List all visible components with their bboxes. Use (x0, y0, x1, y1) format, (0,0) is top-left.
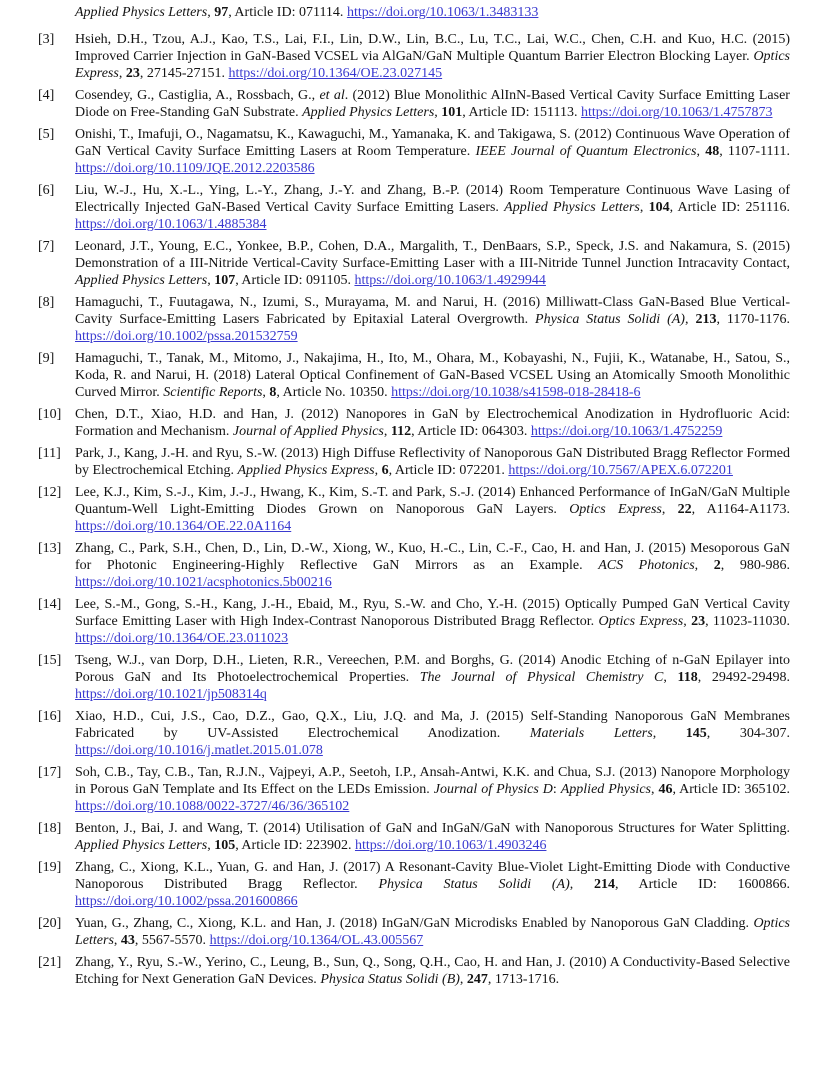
journal-or-emphasis-text: The Journal of Physical Chemistry C (419, 670, 664, 685)
reference-text (75, 238, 790, 289)
reference-text-run: Leonard, J.T., Young, E.C., Yonkee, B.P., Cohen, D.A., Margalith, T., DenBaars, S.P., Speck, J.S. and Nakamura, S. (2015) Demonstration of a III-Nitride Vertical-Cavity Surface-Emitting Laser with a III-Nitride Tunnel Junction Intracavity Contact, (75, 239, 790, 271)
volume-number: 48 (705, 144, 720, 159)
reference-text-run: Zhang, C., Xiong, K.L., Yuan, G. and Han, J. (2017) A Resonant-Cavity Blue-Violet Light-Emitting Diode with Conductive Nanoporous Distributed Bragg Reflector. (75, 860, 790, 892)
reference-text-run: , (569, 877, 595, 892)
reference-item (38, 294, 790, 345)
reference-text (75, 294, 790, 345)
reference-text-run: , Article ID: 064303. (411, 424, 531, 439)
reference-text-run: , (207, 5, 215, 20)
reference-text-run: , (383, 424, 391, 439)
reference-text-run: , 1107-1111. (719, 144, 791, 159)
volume-number: 107 (214, 273, 236, 288)
journal-or-emphasis-text: Physica Status Solidi (B) (320, 972, 460, 987)
journal-or-emphasis-text: Optics Express (75, 49, 790, 81)
reference-text-run: , (663, 670, 678, 685)
volume-number: 214 (594, 877, 616, 892)
journal-or-emphasis-text: Applied Physics Letters (504, 200, 640, 215)
journal-or-emphasis-text: Scientific Reports (163, 385, 263, 400)
reference-text (75, 915, 790, 949)
volume-number: 112 (390, 424, 412, 439)
doi-link[interactable]: https://doi.org/10.1002/pssa.201532759 (75, 329, 298, 344)
reference-text-run: Hsieh, D.H., Tzou, A.J., Kao, T.S., Lai, F.I., Lin, D.W., Lin, B.C., Lu, T.C., Lai, W.C., Chen, C.H. and Kuo, H.C. (2015) Improved Carrier Injection in GaN-Based VCSEL via AlGaN/GaN Multiple Quantum Barrier Electron Blocking Layer. (75, 32, 790, 64)
journal-or-emphasis-text: Applied Physics Letters (75, 838, 208, 853)
volume-number: 213 (695, 312, 717, 327)
reference-item (38, 238, 790, 289)
journal-or-emphasis-text: Optics Letters (75, 916, 790, 948)
reference-item (38, 87, 790, 121)
reference-text-run: Lee, S.-M., Gong, S.-H., Kang, J.-H., Ebaid, M., Ryu, S.-W. and Cho, Y.-H. (2015) Optically Pumped GaN Vertical Cavity Surface Emitting Laser with High Index-Contrast Nanoporous Distributed Bragg Reflector. (75, 597, 790, 629)
reference-text-run: , Article ID: 365102. (672, 782, 791, 797)
doi-link[interactable]: https://doi.org/10.1364/OE.23.011023 (75, 631, 289, 646)
reference-text (75, 87, 790, 121)
reference-item (38, 182, 790, 233)
reference-text-run: , (118, 66, 126, 81)
reference-number: [10] (38, 407, 62, 422)
volume-number: 23 (691, 614, 706, 629)
doi-link[interactable]: https://doi.org/10.1016/j.matlet.2015.01.078 (75, 743, 323, 758)
reference-number: [15] (38, 653, 62, 668)
reference-number: [3] (38, 32, 55, 47)
doi-link[interactable]: https://doi.org/10.1063/1.4885384 (75, 217, 267, 232)
reference-text-run: Xiao, H.D., Cui, J.S., Cao, D.Z., Gao, Q.X., Liu, J.Q. and Ma, J. (2015) Self-Standing Nanoporous GaN Membranes Fabricated by UV-Assisted Electrochemical Anodization. (75, 709, 790, 741)
reference-text-run: , (652, 726, 686, 741)
reference-number: [19] (38, 860, 62, 875)
reference-text-run: Benton, J., Bai, J. and Wang, T. (2014) Utilisation of GaN and InGaN/GaN with Nanoporous Structures for Water Splitting. (75, 821, 790, 836)
volume-number: 6 (381, 463, 389, 478)
reference-text-run: Chen, D.T., Xiao, H.D. and Han, J. (2012) Nanopores in GaN by Electrochemical Anodization in Hydrofluoric Acid: Formation and Mechanism. (75, 407, 790, 439)
reference-text (75, 820, 790, 854)
doi-link[interactable]: https://doi.org/10.1021/acsphotonics.5b00216 (75, 575, 332, 590)
doi-link[interactable]: https://doi.org/10.1063/1.4752259 (530, 424, 723, 439)
reference-text (75, 954, 790, 988)
reference-text-run: , Article ID: 1600866. (615, 877, 791, 892)
reference-number: [20] (38, 916, 62, 931)
journal-or-emphasis-text: Optics Express (569, 502, 662, 517)
reference-text (75, 596, 790, 647)
reference-text (75, 31, 790, 82)
reference-text-run: , (651, 782, 659, 797)
reference-text-run: , (262, 385, 270, 400)
reference-text (75, 652, 790, 703)
reference-text-run: Onishi, T., Imafuji, O., Nagamatsu, K., Kawaguchi, M., Yamanaka, K. and Takigawa, S. (2012) Continuous Wave Operation of GaN Vertical Cavity Surface Emitting Lasers at Room Temperature. (75, 127, 790, 159)
volume-number: 22 (677, 502, 692, 517)
reference-text-run: , 27145-27151. (139, 66, 229, 81)
volume-number: 101 (441, 105, 463, 120)
journal-or-emphasis-text: IEEE Journal of Quantum Electronics (475, 144, 697, 159)
reference-number: [9] (38, 351, 55, 366)
reference-text-run: , (694, 558, 714, 573)
journal-or-emphasis-text: Physica Status Solidi (A) (378, 877, 570, 892)
reference-text (75, 406, 790, 440)
reference-text-run: , (434, 105, 442, 120)
reference-text-run: , Article No. 10350. (276, 385, 392, 400)
reference-number: [6] (38, 183, 55, 198)
reference-text-run: Tseng, W.J., van Dorp, D.H., Lieten, R.R., Vereechen, P.M. and Borghs, G. (2014) Anodic Etching of n-GaN Epilayer into Porous GaN and Its Photoelectrochemical Properties. (75, 653, 790, 685)
reference-text-run: , 980-986. (720, 558, 790, 573)
reference-text-run: , A1164-A1173. (691, 502, 791, 517)
doi-link[interactable]: https://doi.org/10.1109/JQE.2012.2203586 (75, 161, 315, 176)
reference-text-run: , Article ID: 072201. (388, 463, 509, 478)
reference-number: [8] (38, 295, 55, 310)
reference-text-run: , Article ID: 251116. (669, 200, 790, 215)
reference-text (75, 350, 790, 401)
reference-text-run: , 1170-1176. (716, 312, 791, 327)
journal-or-emphasis-text: Applied Physics Letters (75, 273, 208, 288)
reference-text-run: , (684, 312, 696, 327)
reference-continuation (75, 4, 790, 21)
reference-number: [12] (38, 485, 62, 500)
reference-number: [14] (38, 597, 62, 612)
reference-item (38, 820, 790, 854)
reference-text (75, 484, 790, 535)
reference-item (38, 915, 790, 949)
journal-or-emphasis-text: ACS Photonics (598, 558, 695, 573)
reference-text-run: , 11023-11030. (705, 614, 791, 629)
reference-item (38, 445, 790, 479)
reference-text (75, 708, 790, 759)
reference-text-run: . (2012) Blue Monolithic AlInN-Based Vertical Cavity Surface Emitting Laser Diode on Free-Standing GaN Substrate. (75, 88, 790, 120)
reference-text (75, 540, 790, 591)
journal-or-emphasis-text: Journal of Applied Physics (232, 424, 384, 439)
journal-or-emphasis-text: Optics Express (598, 614, 684, 629)
reference-text-run: , 29492-29498. (697, 670, 791, 685)
doi-link[interactable]: https://doi.org/10.1038/s41598-018-28418-6 (391, 385, 641, 400)
journal-or-emphasis-text: Applied Physics Express (237, 463, 375, 478)
volume-number: 46 (658, 782, 673, 797)
reference-item (38, 350, 790, 401)
reference-text (75, 126, 790, 177)
reference-text-run: Hamaguchi, T., Tanak, M., Mitomo, J., Nakajima, H., Ito, M., Ohara, M., Kobayashi, N., Fujii, K., Watanabe, H., Satou, S., Koda, R. and Narui, H. (2018) Lateral Optical Confinement of GaN-Based VCSEL Using an Atomically Smooth Monolithic Curved Mirror. (75, 351, 790, 400)
reference-text-run: Yuan, G., Zhang, C., Xiong, K.L. and Han, J. (2018) InGaN/GaN Microdisks Enabled by Nanoporous GaN Cladding. (75, 916, 754, 931)
reference-text-run: , Article ID: 071114. (228, 5, 347, 20)
reference-item (38, 484, 790, 535)
reference-item (38, 708, 790, 759)
volume-number: 105 (214, 838, 236, 853)
journal-or-emphasis-text: Materials Letters (529, 726, 653, 741)
reference-text-run: Zhang, Y., Ryu, S.-W., Yerino, C., Leung, B., Sun, Q., Song, Q.H., Cao, H. and Han, J. (2010) A Conductivity-Based Selective Etching for Next Generation GaN Devices. (75, 955, 790, 987)
reference-text-run: Soh, C.B., Tay, C.B., Tan, R.J.N., Vajpeyi, A.P., Seetoh, I.P., Ansah-Antwi, K.K. and Chua, S.J. (2013) Nanopore Morphology in Porous GaN Template and Its Effect on the LEDs Emission. (75, 765, 790, 797)
doi-link[interactable]: https://doi.org/10.1063/1.3483133 (346, 5, 539, 20)
reference-text-run: Lee, K.J., Kim, S.-J., Kim, J.-J., Hwang, K., Kim, S.-T. and Park, S.-J. (2014) Enhanced Performance of InGaN/GaN Multiple Quantum-Well Light-Emitting Diodes Grown on Nanoporous GaN Layers. (75, 485, 790, 517)
reference-number: [18] (38, 821, 62, 836)
journal-or-emphasis-text: Journal of Physics D (433, 782, 553, 797)
reference-item (38, 31, 790, 82)
reference-text-run: , 304-307. (706, 726, 790, 741)
journal-or-emphasis-text: et al (319, 88, 345, 103)
doi-link[interactable]: https://doi.org/10.1063/1.4929944 (354, 273, 546, 288)
volume-number: 145 (685, 726, 707, 741)
reference-text-run: Zhang, C., Park, S.H., Chen, D., Lin, D.-W., Xiong, W., Kuo, H.-C., Lin, C.-F., Cao, H. and Han, J. (2015) Mesoporous GaN for Photonic Engineering-Highly Reflective GaN Mirrors as an Example. (75, 541, 790, 573)
reference-text-run: , (207, 838, 215, 853)
reference-text-run: , (683, 614, 692, 629)
reference-text-run: Cosendey, G., Castiglia, A., Rossbach, G., (75, 88, 320, 103)
reference-text-run: Park, J., Kang, J.-H. and Ryu, S.-W. (2013) High Diffuse Reflectivity of Nanoporous GaN Distributed Bragg Reflector Formed by Electrochemical Etching. (75, 446, 790, 478)
journal-or-emphasis-text: Physica Status Solidi (A) (535, 312, 685, 327)
reference-number: [17] (38, 765, 62, 780)
reference-text (75, 445, 790, 479)
doi-link[interactable]: https://doi.org/10.7567/APEX.6.072201 (508, 463, 733, 478)
reference-number: [21] (38, 955, 62, 970)
volume-number: 118 (677, 670, 698, 685)
reference-text-run: Liu, W.-J., Hu, X.-L., Ying, L.-Y., Zhang, J.-Y. and Zhang, B.-P. (2014) Room Temperature Continuous Wave Lasing of Electrically Injected GaN-Based Vertical Cavity Surface Emitting Lasers. (75, 183, 790, 215)
reference-item (38, 859, 790, 910)
reference-item (38, 954, 790, 988)
reference-text-run: , Article ID: 091105. (235, 273, 355, 288)
reference-text-run: , (113, 933, 121, 948)
reference-text-run: , 5567-5570. (134, 933, 210, 948)
reference-text (75, 182, 790, 233)
doi-link[interactable]: https://doi.org/10.1364/OE.22.0A1164 (75, 519, 292, 534)
volume-number: 2 (713, 558, 721, 573)
journal-or-emphasis-text: Applied Physics Letters (75, 5, 208, 20)
doi-link[interactable]: https://doi.org/10.1364/OE.23.027145 (228, 66, 443, 81)
doi-link[interactable]: https://doi.org/10.1364/OL.43.005567 (209, 933, 424, 948)
reference-item (38, 126, 790, 177)
reference-text-run: , (639, 200, 649, 215)
doi-link[interactable]: https://doi.org/10.1063/1.4903246 (354, 838, 547, 853)
volume-number: 104 (648, 200, 670, 215)
reference-number: [11] (38, 446, 61, 461)
journal-or-emphasis-text: Applied Physics Letters (302, 105, 435, 120)
reference-item (38, 540, 790, 591)
reference-text-run: , Article ID: 151113. (462, 105, 582, 120)
reference-text-run: , (661, 502, 678, 517)
reference-text-run: , 1713-1716. (487, 972, 560, 987)
reference-item (38, 764, 790, 815)
reference-number: [16] (38, 709, 62, 724)
reference-number: [4] (38, 88, 55, 103)
reference-item (38, 652, 790, 703)
volume-number: 247 (466, 972, 488, 987)
journal-or-emphasis-text: Applied Physics (560, 782, 651, 797)
references-list (38, 31, 790, 988)
volume-number: 23 (125, 66, 140, 81)
reference-text-run: , (459, 972, 467, 987)
reference-number: [7] (38, 239, 55, 254)
doi-link[interactable]: https://doi.org/10.1002/pssa.201600866 (75, 894, 298, 909)
reference-text-run: , (374, 463, 382, 478)
reference-number: [5] (38, 127, 55, 142)
reference-number: [13] (38, 541, 62, 556)
reference-text (75, 764, 790, 815)
reference-item (38, 406, 790, 440)
doi-link[interactable]: https://doi.org/10.1021/jp508314q (75, 687, 267, 702)
reference-text-run: , (696, 144, 706, 159)
volume-number: 8 (269, 385, 277, 400)
doi-link[interactable]: https://doi.org/10.1063/1.4757873 (581, 105, 773, 120)
doi-link[interactable]: https://doi.org/10.1088/0022-3727/46/36/365102 (75, 799, 350, 814)
volume-number: 97 (214, 5, 229, 20)
reference-text-run: , Article ID: 223902. (235, 838, 355, 853)
reference-item (38, 596, 790, 647)
reference-text-run: : (552, 782, 561, 797)
reference-text (75, 859, 790, 910)
reference-text-run: , (207, 273, 215, 288)
volume-number: 43 (120, 933, 135, 948)
reference-text-run: Hamaguchi, T., Fuutagawa, N., Izumi, S., Murayama, M. and Narui, H. (2016) Milliwatt-Class GaN-Based Blue Vertical-Cavity Surface-Emitting Lasers Fabricated by Epitaxial Lateral Overgrowth. (75, 295, 790, 327)
